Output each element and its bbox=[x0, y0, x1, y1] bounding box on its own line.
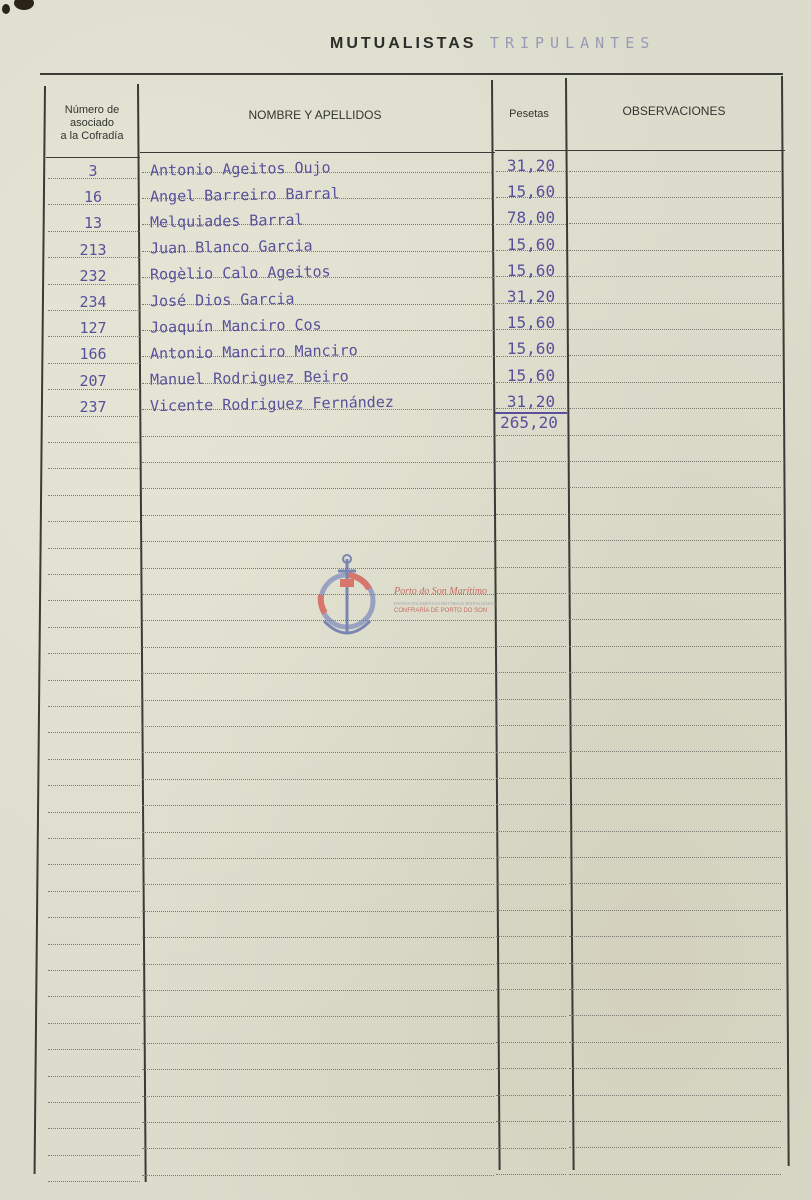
ruling-line bbox=[569, 514, 781, 515]
ruling-line bbox=[496, 646, 566, 647]
ruling-line bbox=[142, 1016, 494, 1017]
ruling-line bbox=[48, 785, 140, 786]
ruling-line bbox=[142, 964, 494, 965]
ruling-line bbox=[142, 937, 494, 938]
ruling-line bbox=[496, 435, 566, 436]
ruling-line bbox=[142, 911, 494, 912]
ruling-line bbox=[48, 653, 140, 654]
ruling-line bbox=[142, 1122, 494, 1123]
ruling-line bbox=[569, 435, 781, 436]
ruling-line bbox=[569, 1147, 781, 1148]
row-pesetas: 78,00 bbox=[506, 208, 556, 228]
ruling-line bbox=[48, 996, 140, 997]
ruling-line bbox=[142, 541, 494, 542]
ruling-line bbox=[48, 838, 140, 839]
ruling-line bbox=[142, 805, 494, 806]
row-pesetas: 31,20 bbox=[506, 287, 556, 306]
row-numero: 234 bbox=[79, 293, 107, 311]
ruling-line bbox=[569, 540, 781, 541]
header-numero-line-2: asociado bbox=[69, 117, 115, 129]
frame-header-bottom-3 bbox=[495, 150, 785, 151]
ruling-line bbox=[569, 831, 781, 832]
ruling-line bbox=[142, 1175, 494, 1176]
ruling-line bbox=[569, 699, 781, 700]
ruling-line bbox=[142, 779, 494, 780]
header-numero-line-1: Número de bbox=[64, 104, 120, 116]
ruling-line bbox=[48, 548, 140, 549]
watermark-brand: Porto do Son Marítimo bbox=[394, 586, 488, 597]
ruling-line bbox=[48, 1076, 140, 1077]
ruling-line bbox=[496, 831, 566, 832]
col-line-left bbox=[34, 86, 46, 1174]
ruling-line bbox=[569, 910, 781, 911]
row-numero: 237 bbox=[79, 397, 107, 416]
ruling-line bbox=[569, 382, 781, 383]
ruling-line bbox=[569, 1068, 781, 1069]
ruling-line bbox=[142, 1069, 494, 1070]
ruling-line bbox=[496, 514, 566, 515]
ruling-line bbox=[48, 812, 140, 813]
ruling-line bbox=[569, 778, 781, 779]
anchor-lifebuoy-icon bbox=[312, 553, 382, 648]
ruling-line bbox=[496, 884, 566, 885]
row-nombre: Joaquín Manciro Cos bbox=[149, 315, 322, 337]
row-nombre: Rogèlio Calo Ageitos bbox=[149, 262, 331, 284]
ruling-line bbox=[48, 1049, 140, 1050]
frame-header-bottom bbox=[46, 157, 140, 158]
row-nombre: Angel Barreiro Barral bbox=[149, 184, 340, 206]
row-pesetas: 15,60 bbox=[506, 365, 556, 385]
ruling-line bbox=[48, 1181, 140, 1182]
ruling-line bbox=[48, 627, 140, 628]
ruling-line bbox=[569, 303, 781, 304]
ruling-line bbox=[48, 680, 140, 681]
ruling-line bbox=[496, 989, 566, 990]
ruling-line bbox=[569, 1095, 781, 1096]
row-pesetas: 15,60 bbox=[506, 339, 556, 359]
ruling-line bbox=[48, 944, 140, 945]
row-numero: 213 bbox=[79, 240, 107, 259]
ruling-line bbox=[496, 699, 566, 700]
ruling-line bbox=[142, 1043, 494, 1044]
ruling-line bbox=[569, 1042, 781, 1043]
row-numero: 232 bbox=[79, 266, 107, 285]
ruling-line bbox=[48, 495, 140, 496]
col-line-right bbox=[781, 76, 790, 1166]
header-nombre: NOMBRE Y APELLIDOS bbox=[248, 108, 382, 122]
ruling-line bbox=[496, 1121, 566, 1122]
ruling-line bbox=[496, 963, 566, 964]
ruling-line bbox=[142, 752, 494, 753]
ruling-line bbox=[48, 706, 140, 707]
ruling-line bbox=[496, 725, 566, 726]
total-amount: 265,20 bbox=[500, 413, 558, 432]
ruling-line bbox=[569, 857, 781, 858]
ruling-line bbox=[142, 1148, 494, 1149]
row-nombre: Manuel Rodriguez Beiro bbox=[149, 367, 349, 389]
ruling-line bbox=[496, 804, 566, 805]
ruling-line bbox=[569, 619, 781, 620]
title-text: MUTUALISTAS bbox=[330, 35, 477, 52]
ruling-line bbox=[569, 1121, 781, 1122]
ruling-line bbox=[48, 521, 140, 522]
ruling-line bbox=[142, 700, 494, 701]
ruling-line bbox=[496, 1042, 566, 1043]
ruling-line bbox=[142, 858, 494, 859]
ruling-line bbox=[142, 673, 494, 674]
ruling-line bbox=[569, 250, 781, 251]
row-pesetas: 31,20 bbox=[506, 391, 556, 411]
ruling-line bbox=[496, 593, 566, 594]
ruling-line bbox=[569, 963, 781, 964]
ruling-line bbox=[142, 990, 494, 991]
ruling-line bbox=[496, 567, 566, 568]
row-pesetas: 15,60 bbox=[506, 182, 556, 202]
row-numero: 207 bbox=[79, 371, 107, 390]
ruling-line bbox=[496, 857, 566, 858]
ruling-line bbox=[569, 804, 781, 805]
ruling-line bbox=[48, 759, 140, 760]
ruling-line bbox=[48, 468, 140, 469]
ruling-line bbox=[48, 891, 140, 892]
frame-header-bottom-2 bbox=[140, 152, 495, 153]
ruling-line bbox=[48, 574, 140, 575]
ruling-line bbox=[496, 752, 566, 753]
ruling-line bbox=[142, 726, 494, 727]
ruling-line bbox=[496, 461, 566, 462]
watermark-tagline: FONDOS DOCUMENTAIS HISTÓRICOS DIXITALIZADOS bbox=[394, 601, 496, 606]
ruling-line bbox=[569, 197, 781, 198]
ruling-line bbox=[48, 1023, 140, 1024]
ruling-line bbox=[569, 567, 781, 568]
ruling-line bbox=[142, 462, 494, 463]
ruling-line bbox=[569, 329, 781, 330]
ruling-line bbox=[142, 488, 494, 489]
ruling-line bbox=[569, 646, 781, 647]
ruling-line bbox=[48, 442, 140, 443]
ruling-line bbox=[48, 600, 140, 601]
ruling-line bbox=[496, 1174, 566, 1175]
header-numero bbox=[46, 104, 138, 143]
row-nombre: Vicente Rodriguez Fernández bbox=[149, 393, 394, 416]
row-pesetas: 15,60 bbox=[506, 234, 556, 254]
ruling-line bbox=[496, 1095, 566, 1096]
ruling-line bbox=[569, 1174, 781, 1175]
ruling-line bbox=[569, 223, 781, 224]
ruling-line bbox=[142, 832, 494, 833]
ruling-line bbox=[48, 1102, 140, 1103]
ruling-line bbox=[496, 620, 566, 621]
ruling-line bbox=[142, 1096, 494, 1097]
ruling-line bbox=[48, 970, 140, 971]
ruling-line bbox=[496, 488, 566, 489]
row-nombre: Antonio Ageitos Oujo bbox=[149, 157, 331, 180]
row-numero: 166 bbox=[79, 345, 107, 364]
ruling-line bbox=[569, 1015, 781, 1016]
row-nombre: Melquiades Barral bbox=[149, 210, 304, 232]
ruling-line bbox=[496, 1016, 566, 1017]
ruling-line bbox=[569, 487, 781, 488]
row-pesetas: 31,20 bbox=[506, 156, 556, 175]
row-pesetas: 15,60 bbox=[506, 260, 556, 280]
ruling-line bbox=[569, 672, 781, 673]
header-pesetas: Pesetas bbox=[509, 108, 549, 120]
row-numero: 16 bbox=[83, 188, 103, 207]
ruling-line bbox=[496, 936, 566, 937]
title-stamp: TRIPULANTES bbox=[489, 34, 656, 52]
ruling-line bbox=[142, 515, 494, 516]
ruling-line bbox=[48, 1155, 140, 1156]
ruling-line bbox=[569, 171, 781, 172]
archive-watermark bbox=[312, 553, 502, 648]
ruling-line bbox=[48, 1128, 140, 1129]
col-line-3 bbox=[565, 78, 574, 1170]
ruling-line bbox=[569, 461, 781, 462]
ruling-line bbox=[569, 276, 781, 277]
ruling-line bbox=[48, 732, 140, 733]
ruling-line bbox=[569, 883, 781, 884]
header-observaciones: OBSERVACIONES bbox=[622, 104, 726, 118]
row-nombre: José Dios Garcia bbox=[149, 289, 295, 310]
row-nombre: Juan Blanco Garcia bbox=[149, 236, 313, 258]
watermark-org: CONFRARÍA DE PORTO DO SON bbox=[394, 608, 488, 614]
ruling-line bbox=[496, 1148, 566, 1149]
row-nombre: Antonio Manciro Manciro bbox=[149, 341, 358, 363]
ruling-line bbox=[569, 936, 781, 937]
ruling-line bbox=[48, 864, 140, 865]
row-numero: 127 bbox=[79, 319, 107, 338]
ruling-line bbox=[496, 1068, 566, 1069]
ruling-line bbox=[569, 593, 781, 594]
ruling-line bbox=[48, 917, 140, 918]
ruling-line bbox=[569, 355, 781, 356]
row-pesetas: 15,60 bbox=[506, 313, 556, 333]
ruling-line bbox=[142, 436, 494, 437]
ruling-line bbox=[496, 672, 566, 673]
ruling-line bbox=[142, 884, 494, 885]
ruling-line bbox=[496, 910, 566, 911]
ruling-line bbox=[569, 408, 781, 409]
ruling-line bbox=[496, 540, 566, 541]
ruling-line bbox=[569, 725, 781, 726]
ruling-line bbox=[569, 989, 781, 990]
ruling-line bbox=[496, 778, 566, 779]
header-numero-line-3: a la Cofradía bbox=[60, 130, 124, 142]
ruling-line bbox=[569, 751, 781, 752]
row-numero: 3 bbox=[88, 162, 98, 180]
frame-top bbox=[40, 73, 783, 75]
row-numero: 13 bbox=[83, 214, 103, 233]
